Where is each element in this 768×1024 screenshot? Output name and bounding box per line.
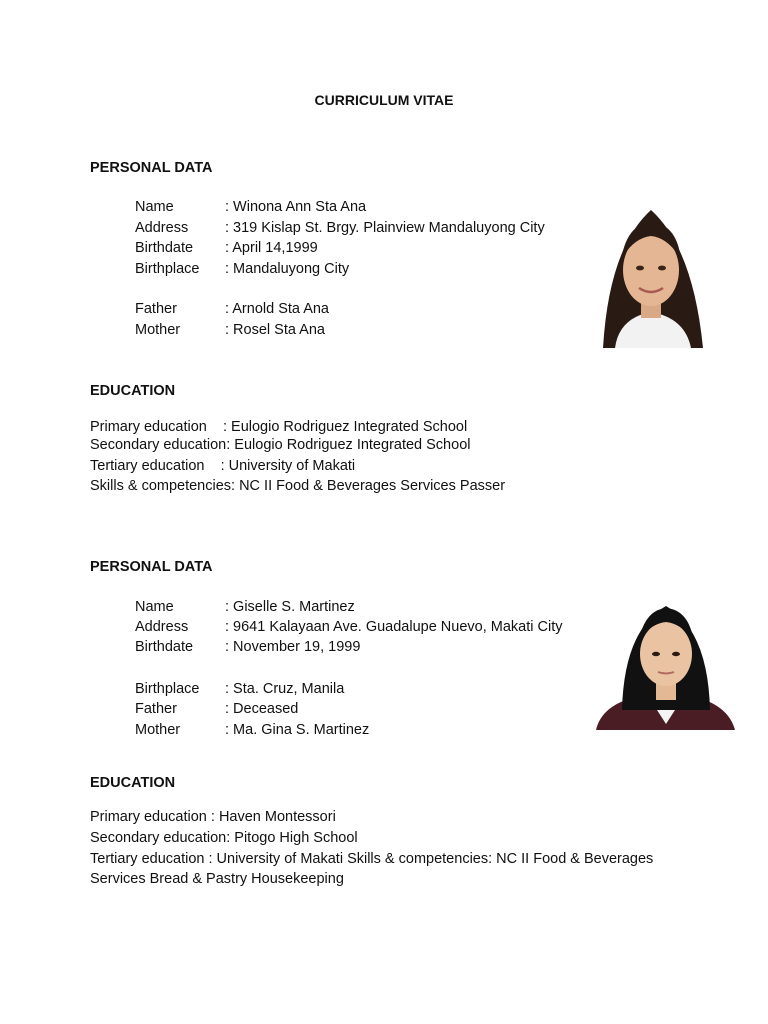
education-line: Secondary education: Eulogio Rodriguez Integrated School <box>90 437 471 453</box>
personal-data-heading: PERSONAL DATA <box>90 559 213 575</box>
field-label: Address <box>135 619 189 635</box>
field-value: : April 14,1999 <box>225 240 318 256</box>
personal-data-heading: PERSONAL DATA <box>90 160 213 176</box>
field-label: Name <box>135 599 174 615</box>
field-label: Mother <box>135 722 181 738</box>
field-value: : Rosel Sta Ana <box>225 322 325 338</box>
field-value: : Ma. Gina S. Martinez <box>225 722 370 738</box>
field-label: Birthplace <box>135 261 200 277</box>
field-label: Birthdate <box>135 639 194 655</box>
portrait-illustration <box>575 208 727 348</box>
education-line: Tertiary education : University of Makati <box>90 458 356 474</box>
field-value: : Arnold Sta Ana <box>225 301 329 317</box>
education-line: Secondary education: Pitogo High School <box>90 830 358 846</box>
education-line: Services Bread & Pastry Housekeeping <box>90 871 344 887</box>
field-value: : Mandaluyong City <box>225 261 350 277</box>
field-value: : November 19, 1999 <box>225 639 361 655</box>
education-line: Primary education : Eulogio Rodriguez Integrated School <box>90 419 468 435</box>
field-label: Father <box>135 701 177 717</box>
field-label: Address <box>135 220 189 236</box>
education-line: Tertiary education : University of Makati Skills & competencies: NC II Food & Beverages <box>90 851 654 867</box>
education-line: Primary education : Haven Montessori <box>90 809 336 825</box>
education-heading: EDUCATION <box>90 775 176 791</box>
field-label: Name <box>135 199 174 215</box>
field-value: : 9641 Kalayaan Ave. Guadalupe Nuevo, Makati City <box>225 619 563 635</box>
portrait-illustration <box>596 600 735 730</box>
profile-photo <box>575 208 727 348</box>
field-label: Birthdate <box>135 240 194 256</box>
field-value: : Sta. Cruz, Manila <box>225 681 345 697</box>
education-heading: EDUCATION <box>90 383 176 399</box>
field-label: Father <box>135 301 177 317</box>
document-title: CURRICULUM VITAE <box>314 92 454 108</box>
field-label: Birthplace <box>135 681 200 697</box>
field-value: : Winona Ann Sta Ana <box>225 199 367 215</box>
profile-photo <box>596 600 735 730</box>
field-value: : 319 Kislap St. Brgy. Plainview Mandaluyong City <box>225 220 545 236</box>
education-line: Skills & competencies: NC II Food & Beverages Services Passer <box>90 478 506 494</box>
field-value: : Giselle S. Martinez <box>225 599 355 615</box>
field-value: : Deceased <box>225 701 299 717</box>
field-label: Mother <box>135 322 181 338</box>
